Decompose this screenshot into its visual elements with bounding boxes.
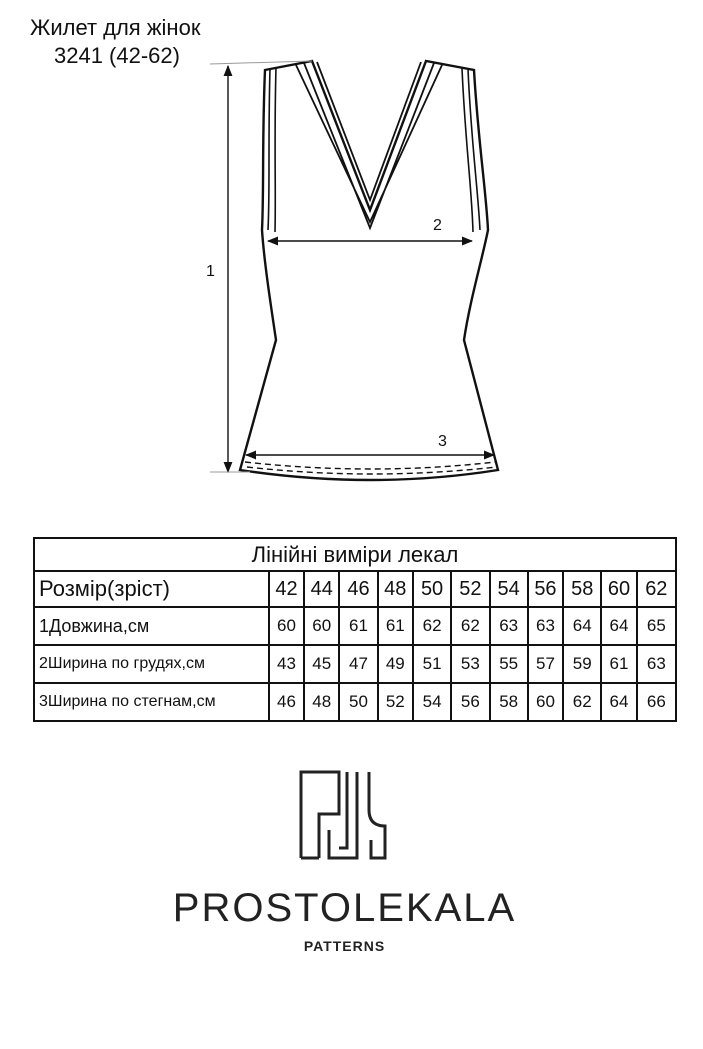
- brand-subtitle: PATTERNS: [303, 938, 386, 954]
- table-row: [34, 645, 676, 683]
- value-cell: 56: [451, 683, 489, 721]
- value-cell: 53: [451, 645, 489, 683]
- vest-sketch: [0, 0, 703, 510]
- brand-logo-icon: [299, 770, 389, 860]
- value-cell: 62: [563, 683, 601, 721]
- value-cell: 58: [490, 683, 528, 721]
- value-cell: 51: [413, 645, 451, 683]
- bust-label: 2: [433, 217, 442, 234]
- value-cell: 54: [413, 683, 451, 721]
- value-cell: 64: [601, 683, 636, 721]
- value-cell: 48: [304, 683, 339, 721]
- length-label: 1: [206, 263, 215, 280]
- table-row: [34, 683, 676, 721]
- vest-outline: [240, 61, 498, 480]
- value-cell: 61: [339, 607, 377, 645]
- brand-name: PROSTOLEKALA: [172, 886, 517, 930]
- value-cell: 43: [269, 645, 304, 683]
- value-cell: 52: [378, 683, 413, 721]
- value-cell: 61: [601, 645, 636, 683]
- value-cell: 57: [528, 645, 563, 683]
- size-cell: 62: [637, 571, 676, 607]
- value-cell: 60: [269, 607, 304, 645]
- garment-name: Жилет для жінок: [30, 15, 201, 40]
- value-cell: 65: [637, 607, 676, 645]
- size-cell: 46: [339, 571, 377, 607]
- value-cell: 64: [563, 607, 601, 645]
- size-cell: 58: [563, 571, 601, 607]
- value-cell: 63: [637, 645, 676, 683]
- value-cell: 62: [451, 607, 489, 645]
- pattern-measurements-table: [33, 537, 677, 722]
- value-cell: 61: [378, 607, 413, 645]
- value-cell: 60: [528, 683, 563, 721]
- value-cell: 64: [601, 607, 636, 645]
- table-row: [34, 607, 676, 645]
- value-cell: 47: [339, 645, 377, 683]
- size-header-row: [34, 571, 676, 607]
- size-cell: 54: [490, 571, 528, 607]
- value-cell: 46: [269, 683, 304, 721]
- size-cell: 44: [304, 571, 339, 607]
- value-cell: 62: [413, 607, 451, 645]
- size-cell: 48: [378, 571, 413, 607]
- size-cell: 42: [269, 571, 304, 607]
- table-caption: Лінійні виміри лекал: [34, 538, 676, 571]
- model-number: 3241 (42-62): [54, 43, 180, 68]
- size-cell: 52: [451, 571, 489, 607]
- value-cell: 55: [490, 645, 528, 683]
- value-cell: 59: [563, 645, 601, 683]
- value-cell: 45: [304, 645, 339, 683]
- value-cell: 49: [378, 645, 413, 683]
- value-cell: 66: [637, 683, 676, 721]
- value-cell: 63: [490, 607, 528, 645]
- value-cell: 63: [528, 607, 563, 645]
- hip-label: 3: [438, 433, 447, 450]
- size-header-label: Розмір(зріст): [34, 571, 269, 607]
- row-label: 3Ширина по стегнам,см: [34, 683, 269, 721]
- value-cell: 50: [339, 683, 377, 721]
- size-cell: 56: [528, 571, 563, 607]
- row-label: 2Ширина по грудях,см: [34, 645, 269, 683]
- value-cell: 60: [304, 607, 339, 645]
- row-label: 1Довжина,см: [34, 607, 269, 645]
- size-cell: 50: [413, 571, 451, 607]
- size-cell: 60: [601, 571, 636, 607]
